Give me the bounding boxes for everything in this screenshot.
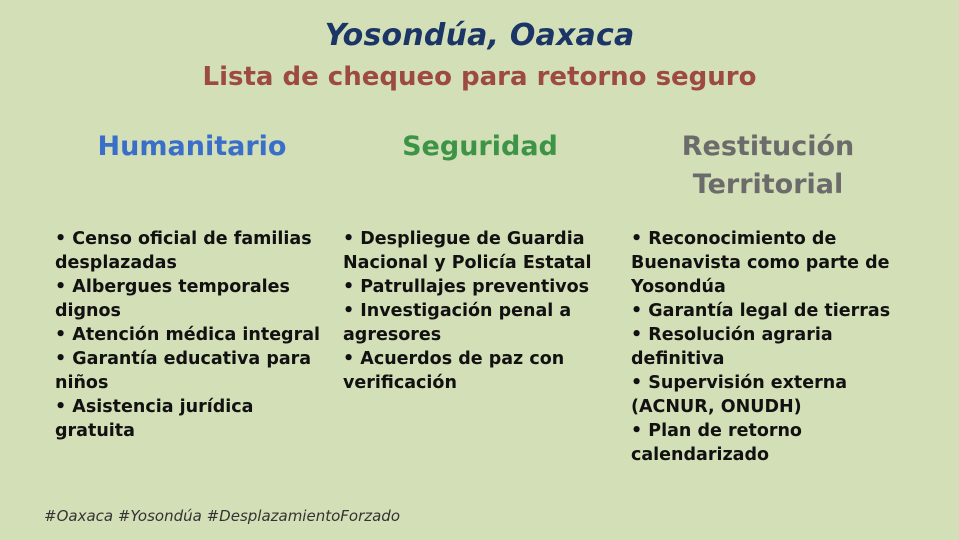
checklist-item: • Asistencia jurídica gratuita: [55, 395, 330, 443]
checklist-item: • Acuerdos de paz con verificación: [343, 347, 621, 395]
column-heading-line: Territorial: [692, 169, 844, 200]
checklist-item: • Despliegue de Guardia Nacional y Policía Estatal: [343, 227, 621, 275]
checklist-restitucion-territorial: [631, 227, 921, 467]
checklist-item: • Garantía legal de tierras: [631, 299, 921, 323]
checklist-item: • Garantía educativa para niños: [55, 347, 330, 395]
slide-subtitle: Lista de chequeo para retorno seguro: [202, 62, 757, 92]
column-heading-seguridad: [334, 128, 626, 166]
column-heading-line: Humanitario: [97, 131, 287, 162]
checklist-seguridad: [343, 227, 621, 395]
column-heading-line: Restitución: [681, 131, 855, 162]
checklist-item: • Supervisión externa (ACNUR, ONUDH): [631, 371, 921, 419]
slide-title: Yosondúa, Oaxaca: [324, 18, 635, 53]
checklist-item: • Reconocimiento de Buenavista como parte de Yosondúa: [631, 227, 921, 299]
column-heading-restitucion: [622, 128, 914, 204]
checklist-item: • Atención médica integral: [55, 323, 330, 347]
checklist-item: • Albergues temporales dignos: [55, 275, 330, 323]
checklist-item: • Plan de retorno calendarizado: [631, 419, 921, 467]
checklist-item: • Patrullajes preventivos: [343, 275, 621, 299]
checklist-item: • Censo oficial de familias desplazadas: [55, 227, 330, 275]
column-heading-humanitario: [46, 128, 338, 166]
checklist-humanitario: [55, 227, 330, 443]
hashtags: #Oaxaca #Yosondúa #DesplazamientoForzado: [44, 507, 401, 525]
column-heading-line: Seguridad: [402, 131, 558, 162]
checklist-item: • Investigación penal a agresores: [343, 299, 621, 347]
checklist-item: • Resolución agraria definitiva: [631, 323, 921, 371]
